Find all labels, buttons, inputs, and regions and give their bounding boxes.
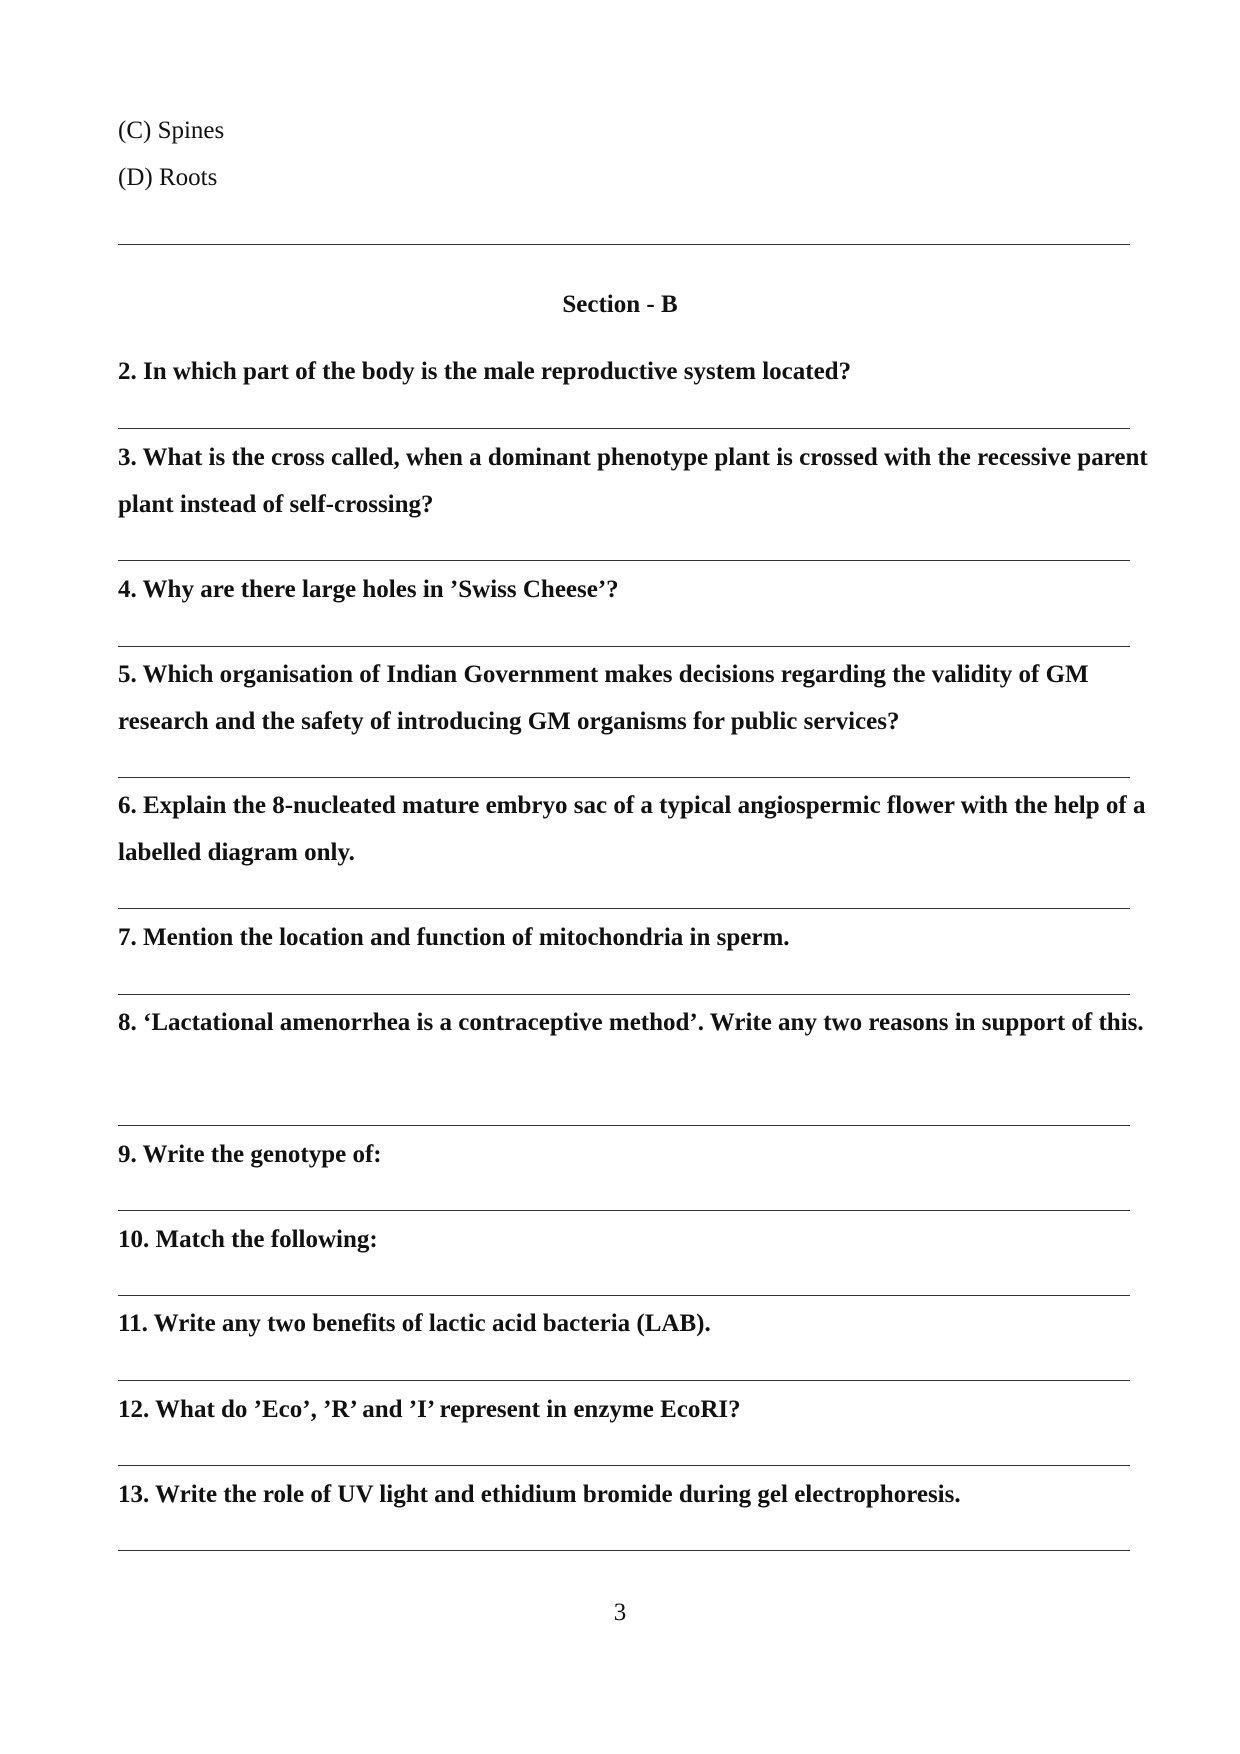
question-13: 13. Write the role of UV light and ethidium bromide during gel electrophoresis. <box>118 1481 961 1508</box>
divider <box>118 1125 1130 1126</box>
divider <box>118 1380 1130 1381</box>
divider <box>118 994 1130 995</box>
divider <box>118 560 1130 561</box>
section-title: Section - B <box>562 291 678 318</box>
question-5: 5. Which organisation of Indian Government makes decisions regarding the validity of GM research and the safety of introducing GM organisms for public services? <box>118 661 1089 735</box>
question-6: 6. Explain the 8-nucleated mature embryo sac of a typical angiospermic flower with the help of a labelled diagram only. <box>118 792 1146 866</box>
page-number: 3 <box>613 1599 627 1626</box>
option-c: (C) Spines <box>118 117 225 144</box>
question-8: 8. ‘Lactational amenorrhea is a contraceptive method’. Write any two reasons in support of this. <box>118 1009 1144 1036</box>
divider <box>118 244 1130 245</box>
question-4: 4. Why are there large holes in ’Swiss Cheese’? <box>118 576 619 603</box>
question-3: 3. What is the cross called, when a dominant phenotype plant is crossed with the recessive parent plant instead of self-crossing? <box>118 444 1148 518</box>
divider <box>118 1295 1130 1296</box>
divider <box>118 1210 1130 1211</box>
divider <box>118 777 1130 778</box>
question-2: 2. In which part of the body is the male reproductive system located? <box>118 358 852 385</box>
option-d: (D) Roots <box>118 164 218 191</box>
question-7: 7. Mention the location and function of mitochondria in sperm. <box>118 924 790 951</box>
question-10: 10. Match the following: <box>118 1226 378 1253</box>
divider <box>118 428 1130 429</box>
question-12: 12. What do ’Eco’, ’R’ and ’I’ represent in enzyme EcoRI? <box>118 1396 741 1423</box>
divider <box>118 1465 1130 1466</box>
question-11: 11. Write any two benefits of lactic acid bacteria (LAB). <box>118 1310 711 1337</box>
divider <box>118 646 1130 647</box>
divider <box>118 1550 1130 1551</box>
question-9: 9. Write the genotype of: <box>118 1141 382 1168</box>
divider <box>118 908 1130 909</box>
